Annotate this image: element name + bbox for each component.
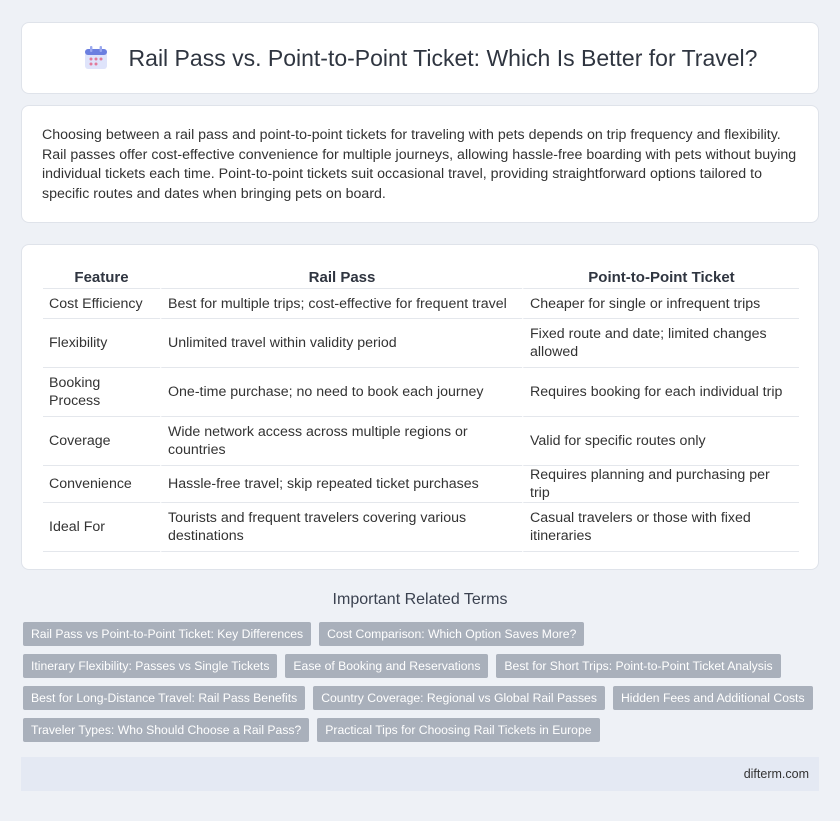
comparison-card [21,244,819,570]
comparison-table [43,265,799,552]
table-cell-feature: Coverage [43,417,160,466]
table-cell-point-to-point: Requires planning and purchasing per trip [522,466,799,503]
table-cell-point-to-point: Casual travelers or those with fixed itineraries [522,503,799,552]
related-term-tag[interactable]: Cost Comparison: Which Option Saves More? [319,622,584,646]
related-term-tag[interactable]: Traveler Types: Who Should Choose a Rail Pass? [23,718,309,742]
table-row [43,319,799,368]
header-card [21,22,819,94]
related-term-tag[interactable]: Hidden Fees and Additional Costs [613,686,813,710]
column-header-rail-pass: Rail Pass [160,265,522,289]
table-cell-point-to-point: Fixed route and date; limited changes allowed [522,319,799,368]
table-cell-rail-pass: Wide network access across multiple regions or countries [160,417,522,466]
related-term-tag[interactable]: Itinerary Flexibility: Passes vs Single Tickets [23,654,277,678]
column-header-point-to-point: Point-to-Point Ticket [522,265,799,289]
table-cell-rail-pass: Hassle-free travel; skip repeated ticket purchases [160,466,522,503]
table-cell-rail-pass: One-time purchase; no need to book each journey [160,368,522,417]
intro-card [21,105,819,223]
related-term-tag[interactable]: Best for Long-Distance Travel: Rail Pass Benefits [23,686,305,710]
column-header-feature: Feature [43,265,160,289]
table-cell-feature: Convenience [43,466,160,503]
related-term-tag[interactable]: Best for Short Trips: Point-to-Point Ticket Analysis [496,654,780,678]
related-terms-list [23,622,823,750]
table-cell-feature: Booking Process [43,368,160,417]
table-row [43,368,799,417]
table-cell-feature: Ideal For [43,503,160,552]
table-row [43,417,799,466]
tag-row [23,686,823,710]
table-cell-rail-pass: Unlimited travel within validity period [160,319,522,368]
related-term-tag[interactable]: Country Coverage: Regional vs Global Rail Passes [313,686,605,710]
intro-text: Choosing between a rail pass and point-to-point tickets for traveling with pets depends on trip frequency and flexibility. Rail passes offer cost-effective convenience for multiple journeys, allowing hassle-free boarding with pets without buying individual tickets each time. Point-to-point tickets suit occasional travel, providing straightforward options tailored to specific routes and dates when bringing pets on board. [42,127,797,202]
tag-row [23,718,823,742]
table-cell-point-to-point: Requires booking for each individual trip [522,368,799,417]
table-row [43,503,799,552]
related-term-tag[interactable]: Ease of Booking and Reservations [285,654,488,678]
related-term-tag[interactable]: Rail Pass vs Point-to-Point Ticket: Key Differences [23,622,311,646]
table-cell-rail-pass: Best for multiple trips; cost-effective for frequent travel [160,289,522,319]
related-term-tag[interactable]: Practical Tips for Choosing Rail Tickets in Europe [317,718,599,742]
table-cell-point-to-point: Valid for specific routes only [522,417,799,466]
tag-row [23,622,823,646]
related-terms-title: Important Related Terms [332,591,508,608]
footer [21,757,819,791]
page-title: Rail Pass vs. Point-to-Point Ticket: Which Is Better for Travel? [128,44,758,71]
table-cell-rail-pass: Tourists and frequent travelers covering various destinations [160,503,522,552]
footer-site-link[interactable]: difterm.com [743,767,809,781]
table-header-row [43,265,799,289]
table-row [43,466,799,503]
table-cell-feature: Cost Efficiency [43,289,160,319]
table-cell-point-to-point: Cheaper for single or infrequent trips [522,289,799,319]
table-cell-feature: Flexibility [43,319,160,368]
tag-row [23,654,823,678]
calendar-icon [83,45,109,71]
table-row [43,289,799,319]
